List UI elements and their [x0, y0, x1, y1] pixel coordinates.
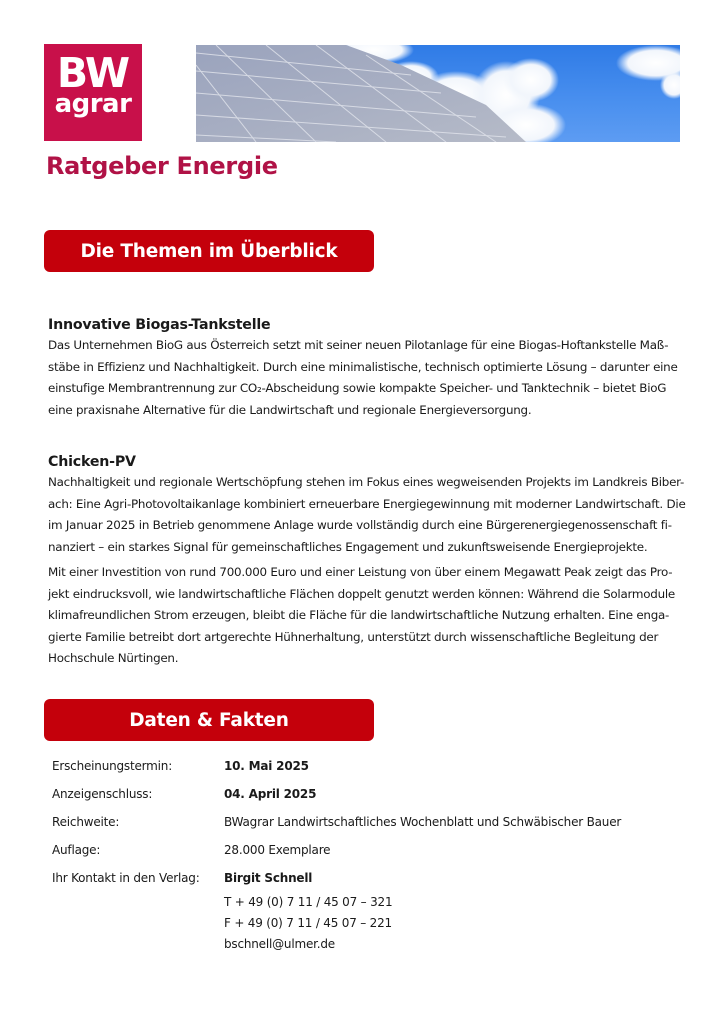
section-header-topics — [44, 230, 374, 272]
fact-row-ad-deadline — [52, 780, 672, 808]
fact-label: Ihr Kontakt in den Verlag: — [52, 871, 200, 885]
fact-value: Birgit Schnell — [224, 871, 313, 885]
fact-row-circulation — [52, 836, 672, 864]
article-heading: Innovative Biogas-Tankstelle — [48, 317, 271, 333]
contact-email-link[interactable]: bschnell@ulmer.de — [224, 937, 335, 951]
fact-row-reach — [52, 808, 672, 836]
text-line: Nachhaltigkeit und regionale Wertschöpfung stehen im Fokus eines wegweisenden Projekts im Landkreis Biber- — [48, 475, 685, 489]
contact-fax: F + 49 (0) 7 11 / 45 07 – 221 — [224, 916, 392, 930]
text-line: gierte Familie betreibt dort artgerechte Hühnerhaltung, unterstützt durch wissenschaftliche Begleitung der — [48, 629, 659, 644]
fact-row-contact — [52, 864, 672, 892]
text-line: ach: Eine Agri-Photovoltaikanlage kombiniert erneuerbare Energiegewinnung mit moderner Landwirtschaft. Die — [48, 496, 686, 511]
logo-line-bw: BW — [56, 49, 130, 97]
article-heading: Chicken-PV — [48, 454, 136, 470]
fact-label: Erscheinungstermin: — [52, 759, 173, 773]
text-line: eine praxisnahe Alternative für die Landwirtschaft und regionale Energieversorgung. — [48, 402, 532, 417]
solar-panel-illustration — [196, 45, 680, 142]
section-header-facts — [44, 699, 374, 741]
logo-line-agrar: agrar — [54, 89, 132, 119]
text-line: einstufige Membrantrennung zur CO₂-Abscheidung sowie kompakte Speicher- und Tanktechnik – bietet BioG — [48, 381, 667, 395]
fact-value: 10. Mai 2025 — [224, 759, 309, 773]
page-title: Ratgeber Energie — [46, 152, 278, 180]
article-paragraph — [48, 472, 688, 558]
text-line: Hochschule Nürtingen. — [48, 651, 179, 665]
solar-banner-image — [196, 45, 680, 142]
fact-value: 04. April 2025 — [224, 787, 317, 801]
text-line: im Januar 2025 in Betrieb genommene Anlage wurde vollständig durch eine Bürgerenergiegenossenschaft fi- — [48, 518, 672, 532]
fact-row-publication-date — [52, 752, 672, 780]
article-chicken-pv — [48, 452, 688, 670]
bwagrar-logo — [44, 44, 142, 141]
facts-table — [52, 752, 672, 892]
contact-phone: T + 49 (0) 7 11 / 45 07 – 321 — [224, 895, 393, 909]
fact-label: Reichweite: — [52, 815, 120, 829]
text-line: klimafreundlichen Strom erzeugen, bleibt die Fläche für die landwirtschaftliche Nutzung erhalten. Eine enga- — [48, 608, 670, 622]
section-header-topics-label: Die Themen im Überblick — [80, 240, 338, 262]
contact-details — [224, 892, 392, 955]
text-line: Mit einer Investition von rund 700.000 Euro und einer Leistung von über einem Megawatt Peak zeigt das Pro- — [48, 565, 673, 579]
fact-label: Auflage: — [52, 843, 101, 857]
article-paragraph — [48, 562, 688, 670]
text-line: jekt eindrucksvoll, wie landwirtschaftliche Flächen doppelt genutzt werden können: Während die Solarmodule — [48, 586, 675, 601]
fact-label: Anzeigenschluss: — [52, 787, 153, 801]
text-line: stäbe in Effizienz und Nachhaltigkeit. Durch eine minimalistische, technisch optimierte Lösung – darunter eine — [48, 359, 678, 374]
article-biogas — [48, 315, 688, 421]
text-line: nanziert – ein starkes Signal für gemeinschaftliches Engagement und zukunftsweisende Energieprojekte. — [48, 539, 648, 554]
article-paragraph — [48, 335, 688, 421]
section-header-facts-label: Daten & Fakten — [129, 709, 289, 731]
fact-value: 28.000 Exemplare — [224, 843, 331, 857]
fact-value: BWagrar Landwirtschaftliches Wochenblatt und Schwäbischer Bauer — [224, 815, 622, 829]
text-line: Das Unternehmen BioG aus Österreich setzt mit seiner neuen Pilotanlage für eine Biogas-Hoftankstelle Maß- — [48, 338, 669, 352]
